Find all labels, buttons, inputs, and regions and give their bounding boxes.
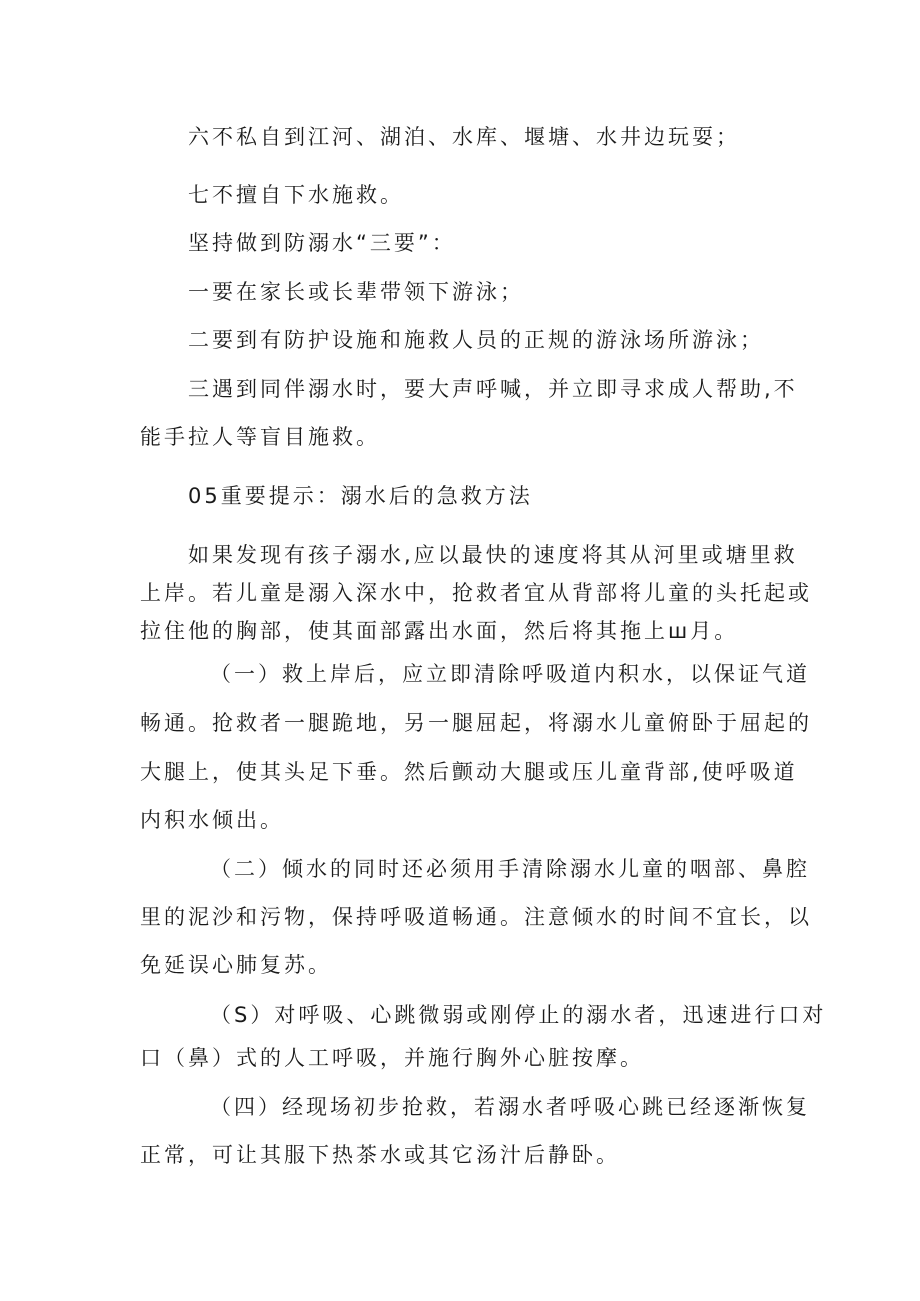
text-line: 六不私自到江河、湖泊、水库、堰塘、水井边玩耍； bbox=[188, 125, 740, 149]
text-line: 一要在家长或长辈带领下游泳； bbox=[188, 280, 524, 304]
text-line: 如果发现有孩子溺水,应以最快的速度将其从河里或塘里救 bbox=[188, 543, 798, 567]
text-line: （二）倾水的同时还必须用手清除溺水儿童的咽部、鼻腔 bbox=[210, 857, 810, 881]
text-line: 正常，可让其服下热茶水或其它汤汁后静卧。 bbox=[140, 1143, 620, 1167]
text-line: （S）对呼吸、心跳微弱或刚停止的溺水者，迅速进行口对 bbox=[210, 1003, 827, 1027]
text-line: 上岸。若儿童是溺入深水中，抢救者宜从背部将儿童的头托起或 bbox=[140, 581, 812, 605]
text-line: 畅通。抢救者一腿跪地，另一腿屈起，将溺水儿童俯卧于屈起的 bbox=[140, 711, 812, 735]
text-line: 免延误心肺复苏。 bbox=[140, 953, 332, 977]
text-line: 里的泥沙和污物，保持呼吸道畅通。注意倾水的时间不宜长，以 bbox=[140, 905, 812, 929]
text-line: 七不擅自下水施救。 bbox=[188, 183, 404, 207]
text-line: 二要到有防护设施和施救人员的正规的游泳场所游泳； bbox=[188, 328, 764, 352]
text-line: 拉住他的胸部，使其面部露出水面，然后将其拖上ш月。 bbox=[140, 619, 739, 643]
text-line: 内积水倾出。 bbox=[140, 808, 284, 832]
text-line: （一）救上岸后，应立即清除呼吸道内积水，以保证气道 bbox=[210, 662, 810, 686]
text-line: 口（鼻）式的人工呼吸，并施行胸外心脏按摩。 bbox=[140, 1046, 644, 1070]
text-line: 大腿上，使其头足下垂。然后颤动大腿或压儿童背部,使呼吸道 bbox=[140, 760, 798, 784]
text-line: 能手拉人等盲目施救。 bbox=[140, 425, 380, 449]
text-line: 坚持做到防溺水“三要”： bbox=[188, 231, 456, 255]
text-line: （四）经现场初步抢救，若溺水者呼吸心跳已经逐渐恢复 bbox=[210, 1095, 810, 1119]
text-line: 三遇到同伴溺水时，要大声呼喊，并立即寻求成人帮助,不 bbox=[188, 377, 798, 401]
section-heading: 05重要提示：溺水后的急救方法 bbox=[188, 484, 533, 508]
